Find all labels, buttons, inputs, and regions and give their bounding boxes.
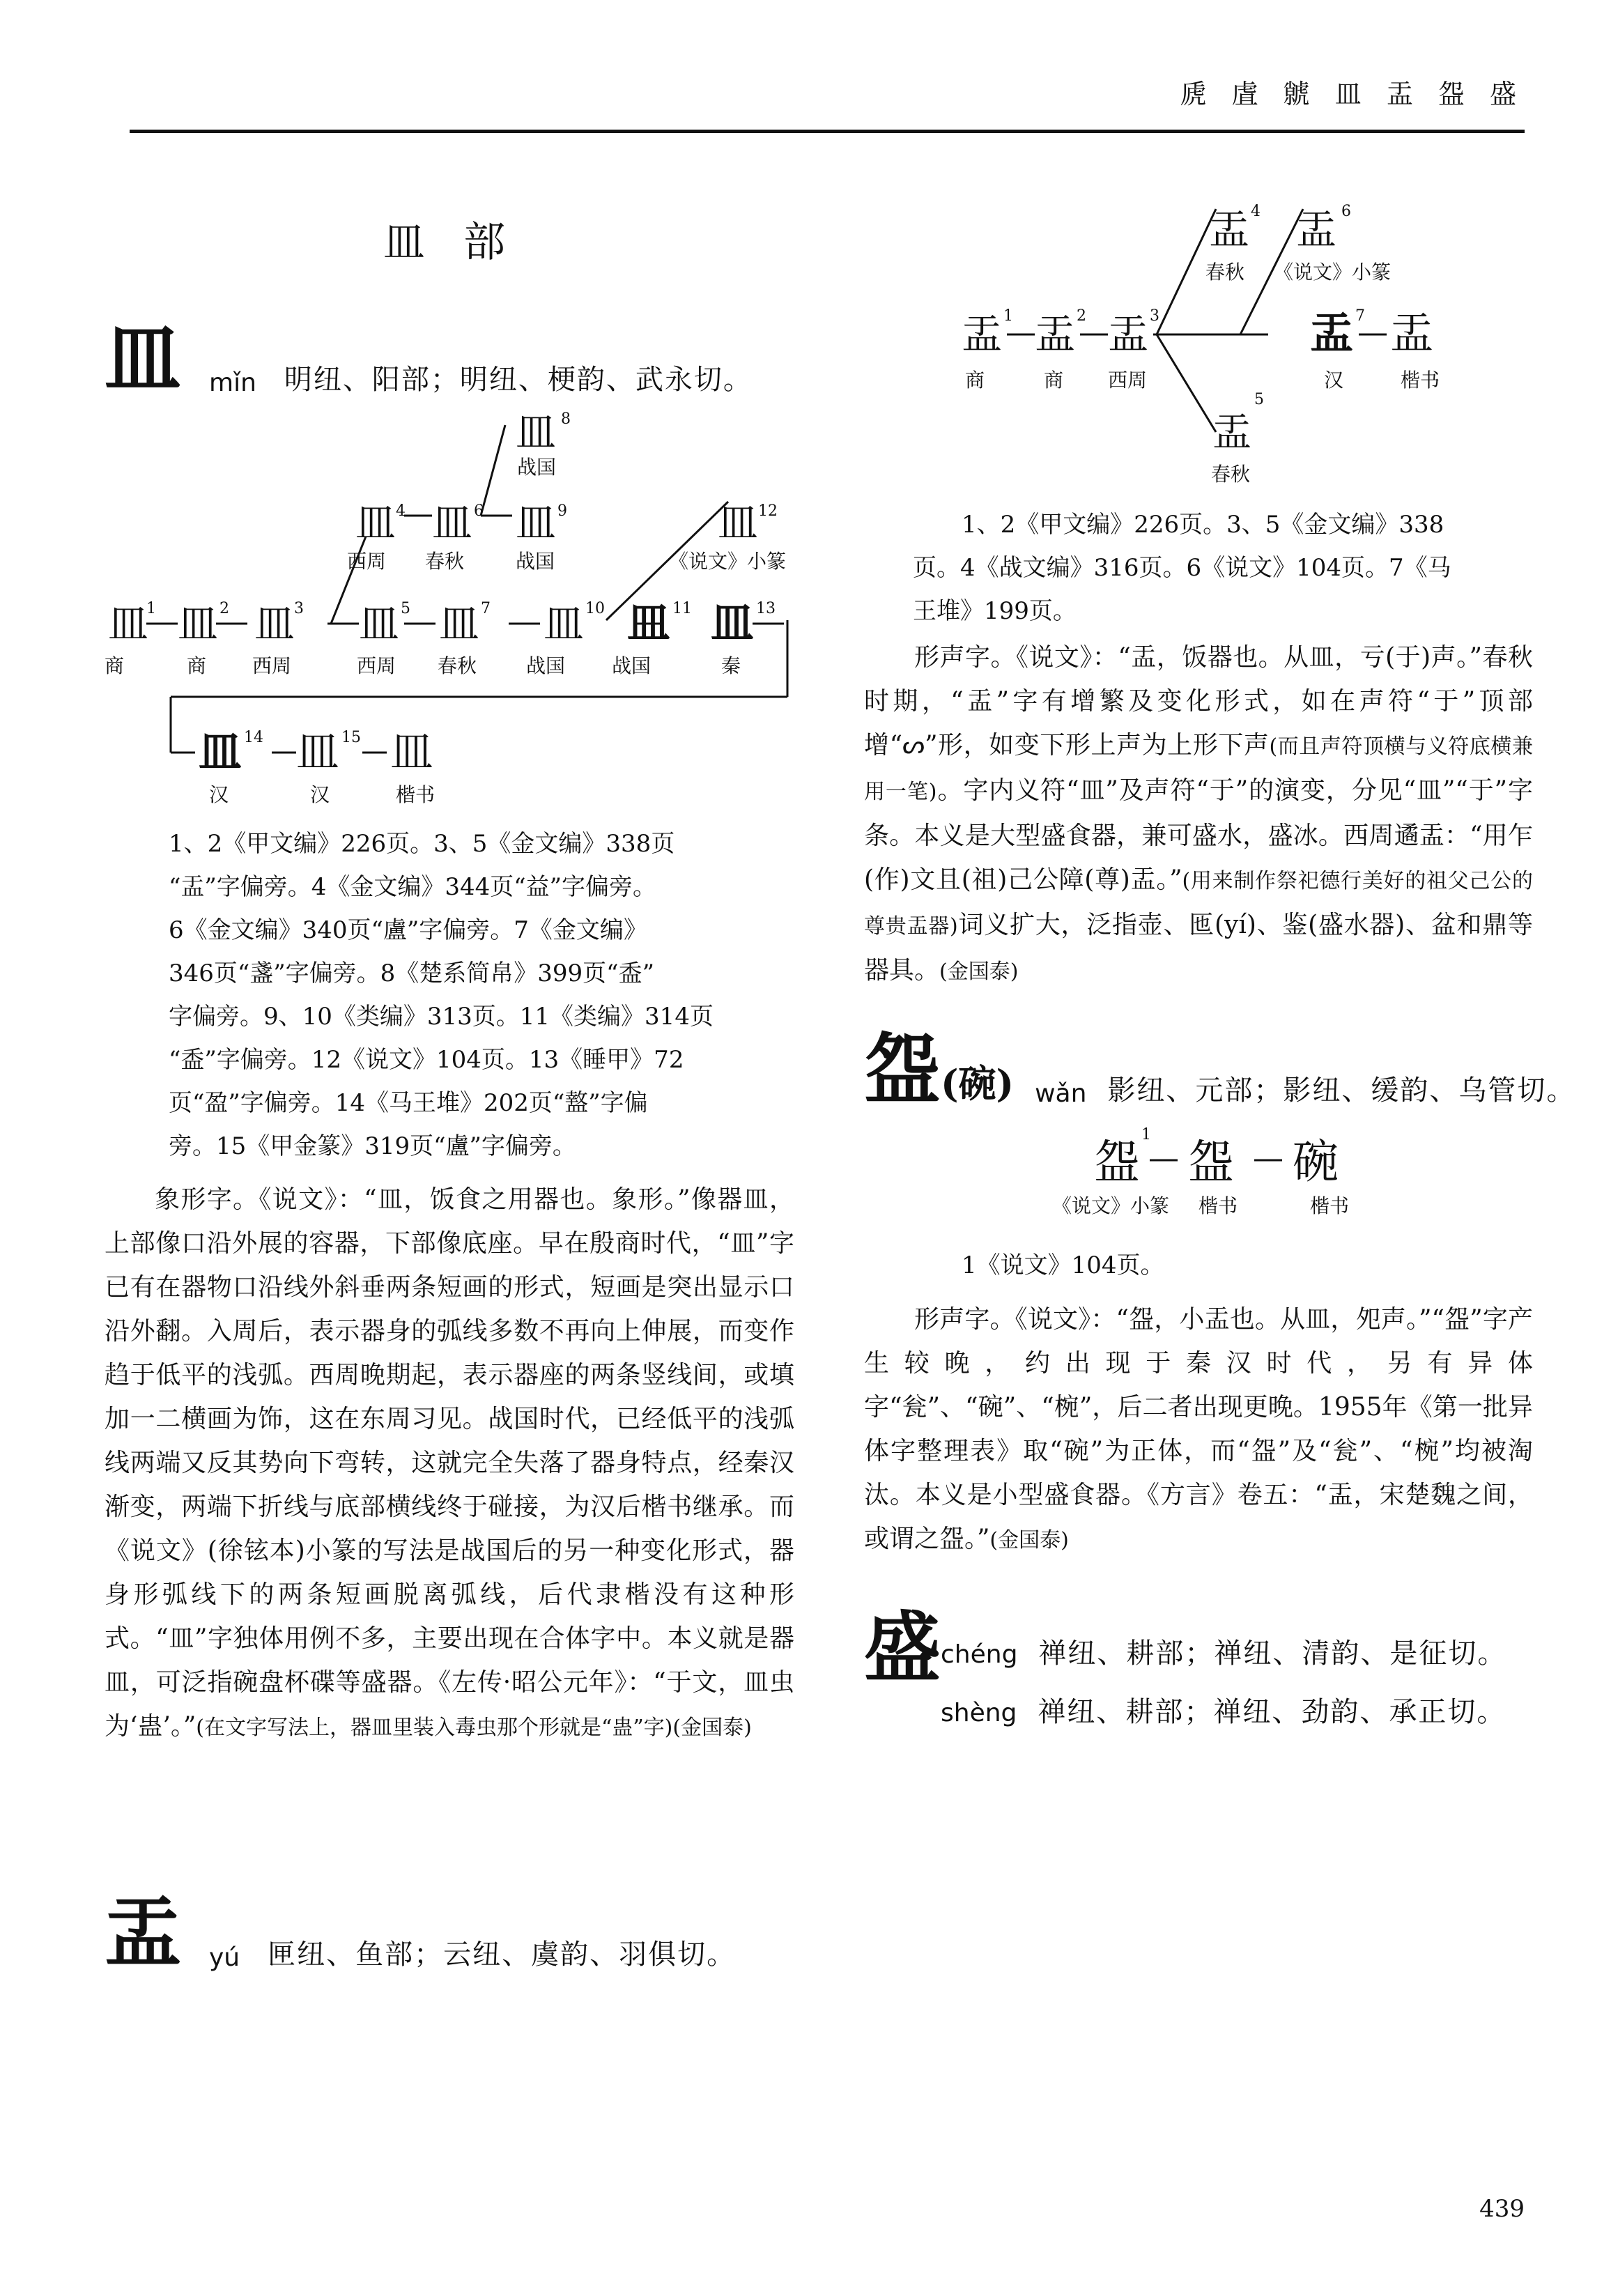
form-number: 5 bbox=[401, 600, 410, 617]
form-glyph: 皿 bbox=[627, 597, 671, 648]
citation-line: “盉”字偏旁。12《说文》104页。13《睡甲》72 bbox=[169, 1046, 684, 1074]
form-period: 战国 bbox=[526, 654, 566, 677]
form-glyph: 皿 bbox=[178, 600, 219, 647]
form-period: 商 bbox=[965, 369, 985, 392]
body-note: (用来制作祭祀德行美好的祖父己公的尊贵盂器) bbox=[864, 869, 1533, 939]
form-glyph: 盂 bbox=[1035, 311, 1076, 358]
body-text: 象形字。《说文》：“皿，饭食之用器也。象形。”像器皿，上部像口沿外展的容器，下部像底座。早在殷商时代，“皿”字已有在器物口沿线外斜垂两条短画的形式，短画是突出显示口沿外翻。入周后，表示器身的弧线多数不再向上伸展，而变作趋于低平的浅弧。西周晚期起，表示器座的两条竖线间，或填加一二横画为饰，这在东周习见。战国时代，已经低平的浅弧线两端又反其势向下弯转，这就完全失落了器身特点，经秦汉渐变，两端下折线与底部横线终于碰接，为汉后楷书继承。而《说文》(徐铉本)小篆的写法是战国后的另一种变化形式，器身形弧线下的两条短画脱离弧线，后代隶楷没有这种形式。“皿”字独体用例不多，主要出现在合体字中。本义就是器皿，可泛指碗盘杯碟等盛器。《左传·昭公元年》：“于文，皿虫为‘蛊’。” bbox=[105, 1185, 794, 1741]
wan-citation: 1《说文》104页。 bbox=[962, 1251, 1164, 1279]
form-number: 6 bbox=[474, 502, 484, 520]
entry-phonology: 匣纽、鱼部；云纽、虞韵、羽俱切。 bbox=[268, 1939, 737, 1971]
form-number: 9 bbox=[557, 502, 567, 520]
form-glyph: 皿 bbox=[439, 600, 480, 647]
entry-pinyin: shèng bbox=[941, 1699, 1017, 1727]
form-number: 4 bbox=[1251, 203, 1261, 220]
form-glyph: 皿 bbox=[711, 597, 755, 648]
entry-char: 盌 bbox=[864, 1024, 941, 1114]
form-period: 秦 bbox=[721, 654, 741, 677]
form-period: 汉 bbox=[310, 783, 330, 806]
citation-line: 1、2《甲文编》226页。3、5《金文编》338页 bbox=[169, 830, 675, 858]
form-period: 商 bbox=[105, 654, 125, 677]
citation-line: 字偏旁。9、10《类编》313页。11《类编》314页 bbox=[169, 1003, 714, 1031]
min-body bbox=[105, 1178, 794, 1750]
author: (金国泰) bbox=[989, 1528, 1069, 1553]
form-period: 楷书 bbox=[1401, 369, 1440, 392]
form-number: 6 bbox=[1341, 203, 1351, 220]
form-glyph: 皿 bbox=[516, 499, 557, 546]
wan-body bbox=[864, 1297, 1533, 1562]
min-evolution-diagram bbox=[105, 404, 801, 808]
yu-evolution-diagram bbox=[941, 202, 1498, 495]
form-glyph: 皿 bbox=[296, 726, 340, 777]
form-period: 汉 bbox=[1324, 369, 1344, 392]
form-period: 商 bbox=[187, 654, 207, 677]
form-number: 3 bbox=[294, 600, 304, 617]
form-period: 商 bbox=[1044, 369, 1064, 392]
form-period: 西周 bbox=[1108, 369, 1148, 392]
reading-line bbox=[941, 1625, 1506, 1684]
citation-line: 旁。15《甲金篆》319页“盧”字偏旁。 bbox=[169, 1132, 576, 1160]
yu-body bbox=[864, 635, 1533, 994]
form-number: 11 bbox=[672, 600, 692, 617]
form-number: 7 bbox=[481, 600, 491, 617]
body-text: 形声字。《说文》：“盌，小盂也。从皿，夗声。”“盌”字产生较晚，约出现于秦汉时代，另有异体字“瓮”、“碗”、“椀”，后二者出现更晚。1955年《第一批异体字整理表》取“碗”为正体，而“盌”及“瓮”、“椀”均被淘汰。本义是小型盛食器。《方言》卷五：“盂，宋楚魏之间，或谓之盌。” bbox=[864, 1305, 1533, 1553]
form-number: 12 bbox=[758, 502, 778, 520]
form-period: 春秋 bbox=[1205, 261, 1245, 284]
form-number: 1 bbox=[1141, 1126, 1151, 1143]
form-glyph: 盌 bbox=[1188, 1135, 1234, 1189]
form-period: 春秋 bbox=[425, 550, 465, 573]
form-glyph: 皿 bbox=[254, 600, 295, 647]
form-number: 14 bbox=[244, 729, 263, 746]
entry-phonology: 禅纽、耕部；禅纽、劲韵、承正切。 bbox=[1038, 1696, 1506, 1728]
running-title: 虒 虘 虩 皿 盂 盌 盛 bbox=[1180, 79, 1525, 109]
form-period: 战国 bbox=[517, 456, 557, 479]
sheng-readings bbox=[941, 1625, 1506, 1742]
form-period: 战国 bbox=[612, 654, 652, 677]
body-text: 。字内义符“皿”及声符“于”的演变，分见“皿”“于”字条。本义是大型盛食器，兼可盛水，盛冰。西周遹盂：“用乍(作)文且(祖)己公障(尊)盂。” bbox=[864, 776, 1533, 894]
form-glyph: 盂 bbox=[1108, 311, 1149, 358]
form-glyph: 盂 bbox=[962, 311, 1003, 358]
form-glyph: 皿 bbox=[516, 408, 557, 456]
min-entry-heading bbox=[105, 314, 753, 403]
form-glyph: 皿 bbox=[199, 726, 242, 777]
wan-evolution-diagram bbox=[1052, 1122, 1415, 1226]
body-note: (在文字写法上，器皿里装入毒虫那个形就是“蛊”字) bbox=[196, 1716, 673, 1740]
form-number: 15 bbox=[341, 729, 361, 746]
yu-entry-heading bbox=[105, 1888, 737, 1978]
connector-lines bbox=[146, 425, 787, 753]
form-period: 西周 bbox=[252, 654, 292, 677]
form-period: 楷书 bbox=[396, 783, 435, 806]
form-number: 3 bbox=[1150, 307, 1159, 325]
form-number: 1 bbox=[146, 600, 156, 617]
form-glyph: 盂 bbox=[1212, 410, 1251, 456]
page-number: 439 bbox=[1479, 2195, 1525, 2223]
form-glyph: 盌 bbox=[1094, 1135, 1140, 1189]
form-glyph: 皿 bbox=[359, 600, 400, 647]
entry-variant: (碗) bbox=[941, 1061, 1015, 1106]
wan-entry-heading bbox=[864, 1024, 1576, 1114]
citation-line: 346页“盞”字偏旁。8《楚系简帛》399页“盉” bbox=[169, 960, 654, 987]
form-period: 西周 bbox=[357, 654, 396, 677]
entry-pinyin: wǎn bbox=[1035, 1079, 1087, 1108]
form-glyph: 皿 bbox=[718, 499, 759, 546]
entry-char: 盂 bbox=[105, 1888, 181, 1978]
form-period: 《说文》小篆 bbox=[1052, 1194, 1170, 1217]
form-number: 1 bbox=[1003, 307, 1013, 325]
form-glyph: 盂 bbox=[1390, 308, 1434, 359]
form-glyph: 皿 bbox=[544, 600, 585, 647]
entry-pinyin: yú bbox=[209, 1943, 240, 1972]
form-number: 10 bbox=[585, 600, 605, 617]
min-citations bbox=[169, 822, 796, 1168]
form-period: 《说文》小篆 bbox=[1274, 261, 1392, 284]
citation-line: 页“盈”字偏旁。14《马王堆》202页“盩”字偏 bbox=[169, 1089, 648, 1117]
form-glyph: 盂 bbox=[1310, 308, 1354, 359]
form-number: 2 bbox=[1077, 307, 1086, 325]
form-period: 战国 bbox=[516, 550, 555, 573]
body-text: 形声字。《说文》：“盂，饭器也。从皿，亏(于)声。”春秋时期，“盂”字有增繁及变化形式，如在声符“于”顶部增“ᔕ”形，如变下形上声为上形下声 bbox=[864, 643, 1533, 760]
author: (金国泰) bbox=[672, 1716, 752, 1740]
entry-char: 皿 bbox=[105, 314, 181, 403]
form-period: 楷书 bbox=[1310, 1194, 1350, 1217]
author: (金国泰) bbox=[939, 960, 1019, 984]
entry-phonology: 影纽、元部；影纽、缓韵、乌管切。 bbox=[1107, 1074, 1576, 1107]
form-glyph: 盂 bbox=[1209, 206, 1250, 254]
citation-line: 页。4《战文编》316页。6《说文》104页。7《马 bbox=[913, 554, 1451, 582]
entry-phonology: 明纽、阳部；明纽、梗韵、武永切。 bbox=[284, 364, 753, 396]
section-title: 皿 部 bbox=[383, 218, 518, 267]
entry-pinyin: mǐn bbox=[209, 369, 256, 397]
form-number: 4 bbox=[396, 502, 406, 520]
body-note: (而且声符顶横与义符底横兼用一笔) bbox=[864, 734, 1533, 804]
form-period: 汉 bbox=[209, 783, 229, 806]
form-number: 2 bbox=[219, 600, 229, 617]
citation-line: “盂”字偏旁。4《金文编》344页“益”字偏旁。 bbox=[169, 873, 657, 901]
form-number: 7 bbox=[1355, 307, 1365, 325]
yu-citations bbox=[913, 503, 1512, 633]
form-period: 春秋 bbox=[1211, 463, 1251, 486]
citation-line: 1、2《甲文编》226页。3、5《金文编》338 bbox=[962, 511, 1444, 539]
body-text: 词义扩大，泛指壶、匜(yí)、鉴(盛水器)、盆和鼎等器具。 bbox=[864, 911, 1533, 985]
form-glyph: 皿 bbox=[108, 600, 149, 647]
form-number: 5 bbox=[1254, 391, 1264, 408]
form-glyph: 盂 bbox=[1296, 206, 1337, 254]
form-period: 西周 bbox=[347, 550, 387, 573]
form-glyph: 皿 bbox=[432, 499, 473, 546]
entry-pinyin: chéng bbox=[941, 1640, 1018, 1669]
form-glyph: 皿 bbox=[355, 499, 396, 546]
form-glyph: 皿 bbox=[390, 726, 434, 777]
entry-phonology: 禅纽、耕部；禅纽、清韵、是征切。 bbox=[1038, 1638, 1507, 1670]
header-rule bbox=[130, 130, 1525, 133]
form-number: 13 bbox=[756, 600, 776, 617]
citation-line: 王堆》199页。 bbox=[913, 597, 1077, 625]
form-period: 楷书 bbox=[1198, 1194, 1238, 1217]
citation-line: 6《金文编》340页“盧”字偏旁。7《金文编》 bbox=[169, 916, 647, 944]
form-number: 8 bbox=[561, 410, 571, 428]
reading-line bbox=[941, 1684, 1506, 1742]
form-period: 《说文》小篆 bbox=[669, 550, 787, 573]
entry-char: 盛 bbox=[864, 1603, 941, 1693]
form-glyph: 碗 bbox=[1293, 1135, 1339, 1189]
form-period: 春秋 bbox=[438, 654, 477, 677]
